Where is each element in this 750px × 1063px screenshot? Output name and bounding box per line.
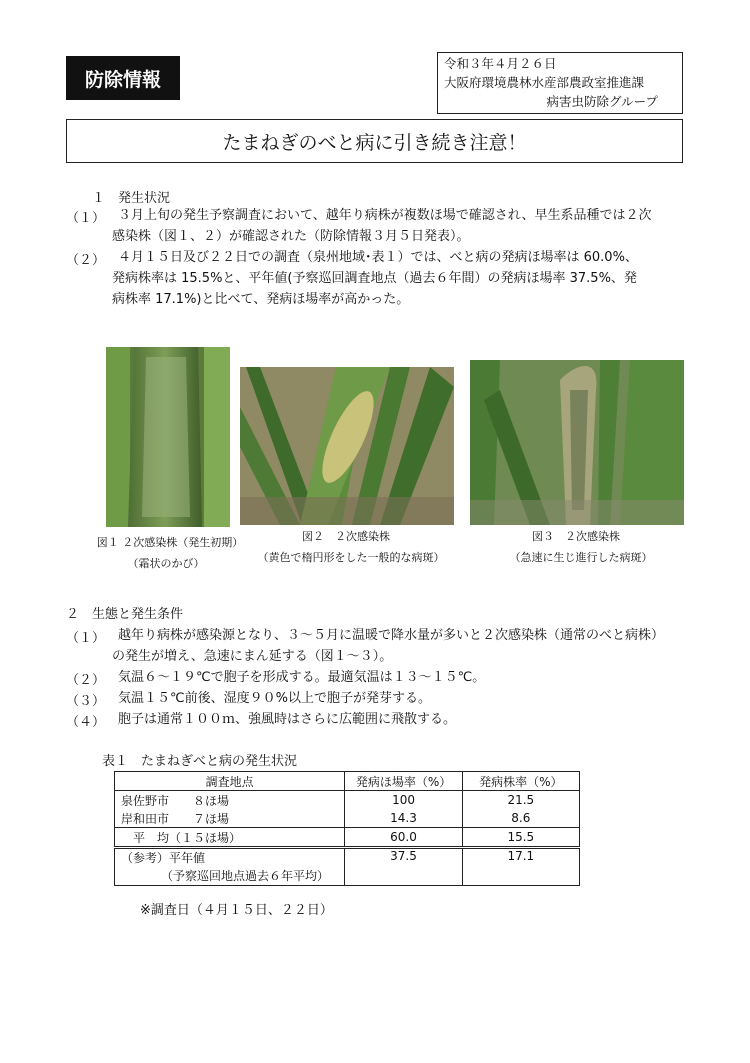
cell-plant-rate: 8.6 xyxy=(462,809,579,828)
issuer-org: 大阪府環境農林水産部農政室推進課 xyxy=(444,75,645,90)
cell-field-rate: 14.3 xyxy=(345,809,462,828)
text-line: の発生が増え、急速にまん延する（図１～３）。 xyxy=(112,649,393,664)
survey-date-note: ※調査日（４月１５日、２２日） xyxy=(140,903,333,918)
s1-item1-text xyxy=(112,205,708,247)
issue-date: 令和３年４月２６日 xyxy=(444,56,557,71)
s1-item2-text xyxy=(112,247,708,310)
s2-item4-num: （４） xyxy=(66,715,106,730)
s2-item2-text: 気温６～１９℃で胞子を形成する。最適気温は１３～１５℃。 xyxy=(118,670,486,685)
header-plant-rate: 発病株率（%） xyxy=(462,772,579,791)
figure1-caption: 図１ ２次感染株（発生初期） xyxy=(96,536,244,549)
text-line: 発病株率は 15.5%と、平年値(予察巡回調査地点（過去６年間）の発病ほ場率 37.5%、発 xyxy=(112,271,637,286)
table-row xyxy=(115,828,580,848)
cell-place: 平 均（１５ほ場） xyxy=(115,828,345,848)
table-row xyxy=(115,791,580,810)
figure3-subcaption: （急速に生じ進行した病斑） xyxy=(509,551,653,564)
figure3-caption: 図３ ２次感染株 xyxy=(532,530,620,543)
s2-item1-text xyxy=(112,625,708,667)
cell-plant-rate: 17.1 xyxy=(462,848,579,886)
section2-heading: ２ 生態と発生条件 xyxy=(66,607,184,622)
figure2-subcaption: （黄色で楕円形をした一般的な病斑） xyxy=(257,551,445,564)
info-badge: 防除情報 xyxy=(66,56,180,100)
text-line: 越年り病株が感染源となり、３～５月に温暖で降水量が多いと２次感染株（通常のべと病株） xyxy=(118,628,665,643)
table-header-row xyxy=(115,772,580,791)
cell-place-line1: （参考）平年値 xyxy=(121,851,206,865)
cell-place xyxy=(115,848,345,886)
cell-plant-rate: 15.5 xyxy=(462,828,579,848)
issuer-box xyxy=(437,52,683,114)
figure2-photo xyxy=(240,367,454,525)
text-line: ４月１５日及び２２日での調査（泉州地域･表１）では、べと病の発病ほ場率は 60.0%、 xyxy=(118,250,638,265)
cell-plant-rate: 21.5 xyxy=(462,791,579,810)
cell-field-rate: 37.5 xyxy=(345,848,462,886)
s2-item3-text: 気温１５℃前後、湿度９０%以上で胞子が発芽する。 xyxy=(118,691,431,706)
figure2-caption: 図２ ２次感染株 xyxy=(302,530,390,543)
figure1-photo xyxy=(106,347,230,527)
cell-field-rate: 100 xyxy=(345,791,462,810)
s1-item2-num: （２） xyxy=(66,253,106,268)
cell-place: 泉佐野市 ８ほ場 xyxy=(115,791,345,810)
text-line: ３月上旬の発生予察調査において、越年り病株が複数ほ場で確認され、早生系品種では２次 xyxy=(118,208,652,223)
cell-place: 岸和田市 ７ほ場 xyxy=(115,809,345,828)
issuer-group: 病害虫防除グループ xyxy=(546,94,658,109)
s2-item3-num: （３） xyxy=(66,694,106,709)
text-line: 感染株（図１、２）が確認された（防除情報３月５日発表）。 xyxy=(112,229,470,244)
section1-heading: １ 発生状況 xyxy=(92,191,171,206)
cell-place-line2: （予察巡回地点過去６年平均） xyxy=(161,869,330,883)
figure1-subcaption: （霜状のかび） xyxy=(127,557,205,570)
outbreak-table xyxy=(114,771,580,886)
table-row xyxy=(115,809,580,828)
table-caption: 表１ たまねぎべと病の発生状況 xyxy=(102,754,298,769)
table-row xyxy=(115,848,580,886)
document-title: たまねぎのべと病に引き続き注意！ xyxy=(66,119,683,163)
s1-item1-num: （１） xyxy=(66,211,106,226)
cell-field-rate: 60.0 xyxy=(345,828,462,848)
text-line: 病株率 17.1%)と比べて、発病ほ場率が高かった。 xyxy=(112,292,410,307)
header-place: 調査地点 xyxy=(115,772,345,791)
s2-item4-text: 胞子は通常１００ｍ、強風時はさらに広範囲に飛散する。 xyxy=(118,712,457,727)
header-field-rate: 発病ほ場率（%） xyxy=(345,772,462,791)
figure3-photo xyxy=(470,360,684,525)
s2-item2-num: （２） xyxy=(66,673,106,688)
s2-item1-num: （１） xyxy=(66,631,106,646)
